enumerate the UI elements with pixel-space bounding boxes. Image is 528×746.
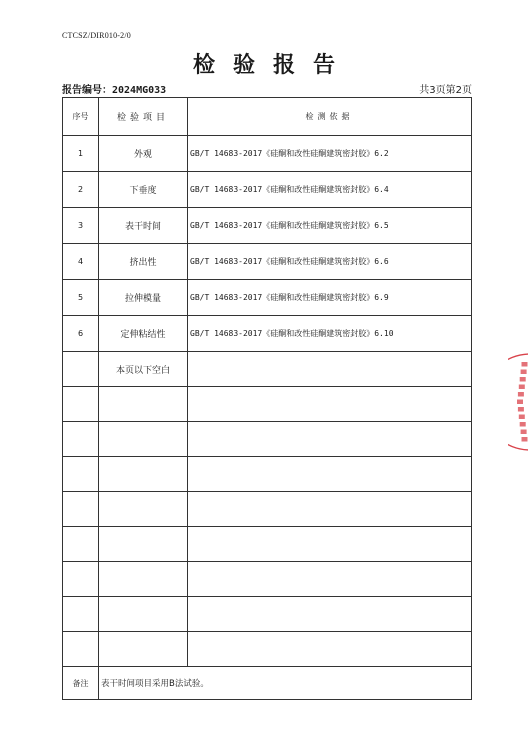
remark-row: [63, 667, 472, 700]
report-number: [62, 81, 166, 96]
seal-glyph-mark: [522, 362, 528, 367]
seal-glyph-mark: [518, 392, 524, 397]
empty-row: [63, 527, 472, 562]
document-title: 检验报告: [192, 52, 353, 78]
seal-glyph-mark: [519, 385, 525, 390]
empty-row: [63, 562, 472, 597]
report-number-value: 2024MG033: [112, 85, 167, 96]
seal-glyph-mark: [517, 400, 523, 405]
empty-row: [63, 457, 472, 492]
row-basis: GB/T 14683-2017《硅酮和改性硅酮建筑密封胶》6.5: [188, 208, 472, 244]
empty-row: [63, 387, 472, 422]
table-row: [63, 280, 472, 316]
seal-glyph-mark: [521, 430, 527, 435]
row-item: 下垂度: [99, 172, 188, 208]
seal-glyph-mark: [522, 437, 528, 442]
table-row: [63, 172, 472, 208]
row-no: 3: [63, 208, 99, 244]
inspection-table: [62, 97, 472, 700]
official-seal-fragment: [508, 352, 528, 452]
row-basis: GB/T 14683-2017《硅酮和改性硅酮建筑密封胶》6.2: [188, 136, 472, 172]
header-no: 序号: [63, 98, 99, 136]
seal-glyph-mark: [519, 415, 525, 420]
seal-glyph-mark: [520, 377, 526, 382]
row-basis: GB/T 14683-2017《硅酮和改性硅酮建筑密封胶》6.10: [188, 316, 472, 352]
header-item: 检验项目: [99, 98, 188, 136]
row-no: 5: [63, 280, 99, 316]
row-no: 1: [63, 136, 99, 172]
row-no: 2: [63, 172, 99, 208]
remark-label: 备注: [63, 667, 99, 700]
seal-glyph-mark: [521, 370, 527, 375]
row-basis: GB/T 14683-2017《硅酮和改性硅酮建筑密封胶》6.9: [188, 280, 472, 316]
row-basis: GB/T 14683-2017《硅酮和改性硅酮建筑密封胶》6.6: [188, 244, 472, 280]
table-row: [63, 244, 472, 280]
row-basis: GB/T 14683-2017《硅酮和改性硅酮建筑密封胶》6.4: [188, 172, 472, 208]
page-info: 共3页第2页: [419, 85, 472, 96]
report-number-label: 报告编号：: [62, 85, 112, 96]
seal-glyph-mark: [520, 422, 526, 427]
row-item: 定伸粘结性: [99, 316, 188, 352]
empty-row: [63, 597, 472, 632]
empty-row: [63, 422, 472, 457]
row-no: 6: [63, 316, 99, 352]
table-row: [63, 136, 472, 172]
blank-note: 本页以下空白: [99, 352, 188, 387]
row-no: 4: [63, 244, 99, 280]
document-code: CTCSZ/DIR010-2/0: [62, 31, 131, 40]
table-row: [63, 316, 472, 352]
empty-row: [63, 492, 472, 527]
seal-glyph-mark: [518, 407, 524, 412]
blank-note-row: [63, 352, 472, 387]
row-item: 表干时间: [99, 208, 188, 244]
empty-row: [63, 632, 472, 667]
remark-text: 表干时间项目采用B法试验。: [99, 667, 472, 700]
row-item: 外观: [99, 136, 188, 172]
table-header-row: [63, 98, 472, 136]
header-basis: 检测依据: [188, 98, 472, 136]
row-item: 拉伸模量: [99, 280, 188, 316]
row-item: 挤出性: [99, 244, 188, 280]
table-row: [63, 208, 472, 244]
